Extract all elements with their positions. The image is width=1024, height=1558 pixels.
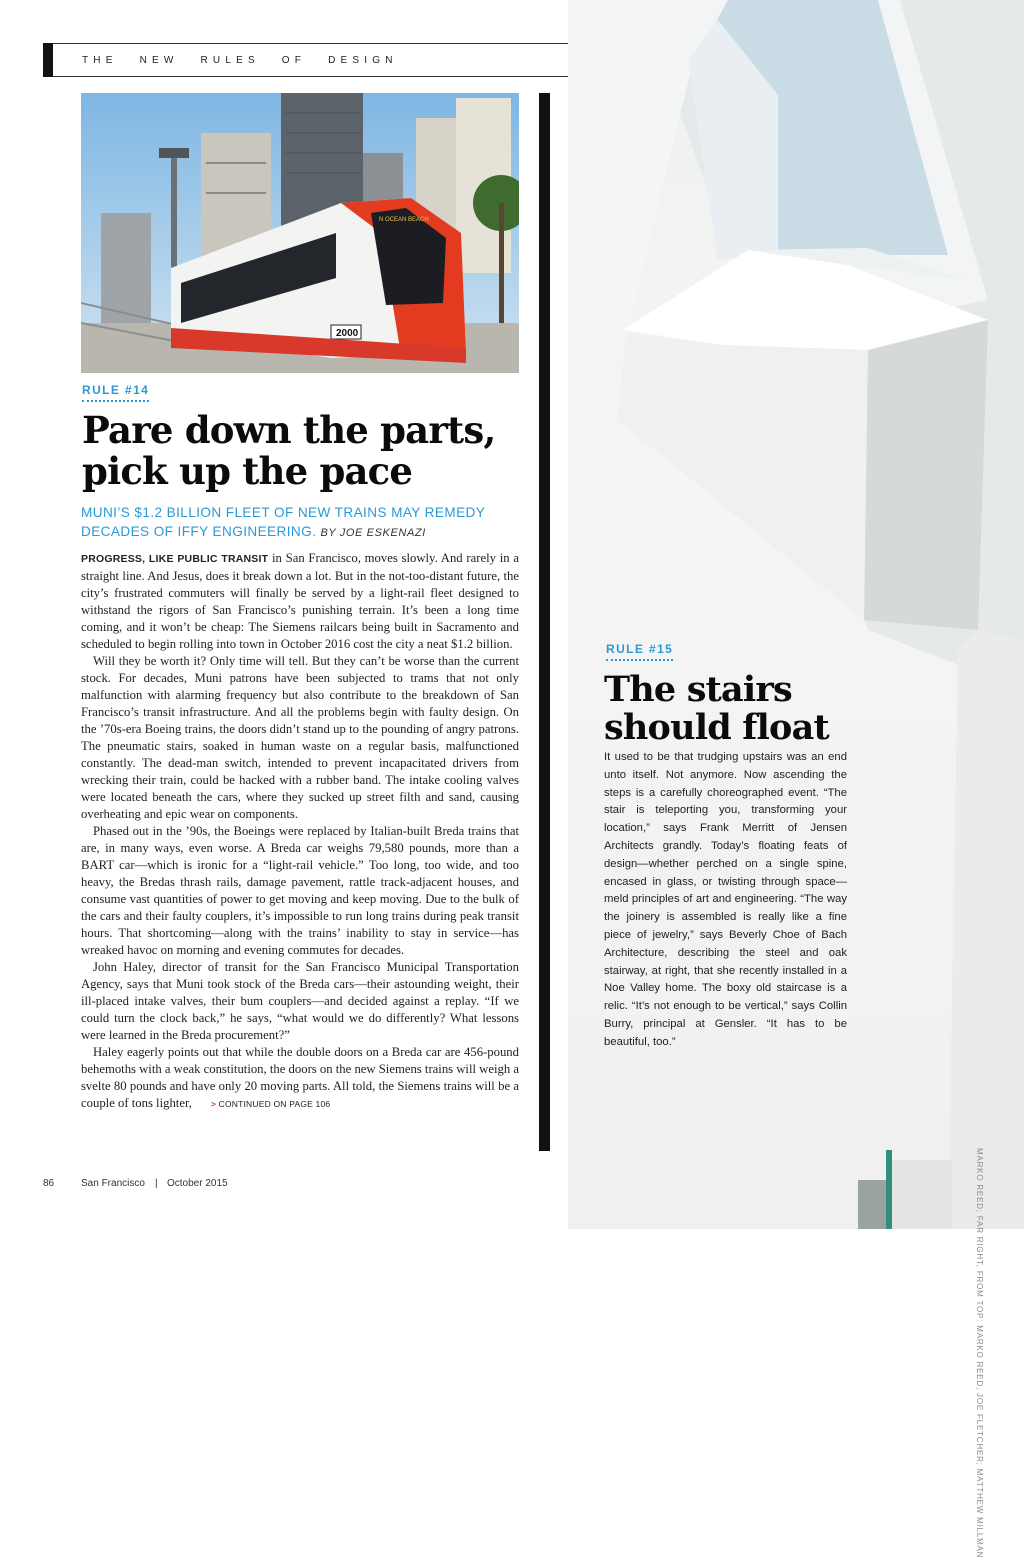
rule-14-dek	[81, 503, 521, 543]
issue-date: October 2015	[167, 1178, 228, 1189]
destination-sign: N OCEAN BEACH	[379, 217, 429, 223]
column-divider-bar	[539, 93, 550, 1151]
dek-text: MUNI’S $1.2 BILLION FLEET OF NEW TRAINS MAY REMEDY DECADES OF IFFY ENGINEERING.	[81, 505, 485, 539]
lead-in: PROGRESS, LIKE PUBLIC TRANSIT	[81, 553, 269, 565]
car-number: 2000	[336, 328, 359, 339]
continued-arrow-icon: >	[210, 1099, 217, 1109]
train-photo	[81, 93, 519, 373]
rule-14-headline: Pare down the parts, pick up the pace	[82, 408, 496, 493]
paragraph-5: Haley eagerly points out that while the double doors on a Breda car are 456-pound behemoths with a weak constitution, the doors on the new Siemens trains will weigh a svelte 80 pounds and have only 20 moving parts. All told, the Siemens trains will be a couple of tons lighter, > CONTINUED ON PAGE 106	[81, 1045, 519, 1110]
footer-separator: |	[155, 1178, 158, 1189]
train-photo-art	[81, 93, 519, 373]
magazine-name: San Francisco	[81, 1178, 145, 1189]
rule-15-label: RULE #15	[606, 642, 673, 661]
rule-15-headline: The stairs should float	[604, 669, 829, 748]
paragraph-3: Phased out in the ’90s, the Boeings were replaced by Italian-built Breda trains that are, in many ways, even worse. A Breda car weighs 79,580 pounds, more than a BART car—which is ironic for a “light-rail vehicle.” Too long, too wide, and too heavy, the Bredas thrash rails, damage pavement, rattle track-adjacent houses, and consume vast quantities of power to get moving and keep moving. Due to the bulk of the cars and their faulty couplers, it’s impossible to run long trains during peak transit hours. That shortcoming—along with the trains’ inability to stay in service—has wreaked havoc on morning and evening commutes for decades.	[81, 824, 519, 957]
header-bar	[43, 43, 53, 77]
rule-15-body: It used to be that trudging upstairs was an end unto itself. Not anymore. Now ascending the steps is a carefully choreographed event. “The stair is teleporting you, transforming your location,” says Frank Merritt of Jensen Architects grandly. Today’s floating feats of design—whether perched on a single spine, encased in glass, or twisting through space—meld principles of art and engineering. “The way the joinery is assembled is really like a fine piece of jewelry,” says Beverly Choe of Bach Architecture, describing the steel and oak stairway, at right, that she recently installed in a Noe Valley home. The boxy old staircase is a relic. “It’s not enough to be vertical,” says Collin Burry, principal at Gensler. “It has to be beautiful, too.”	[604, 751, 847, 1048]
page-number: 86	[43, 1178, 55, 1189]
section-header: THE NEW RULES OF DESIGN	[82, 55, 398, 66]
header-rule-bottom	[53, 76, 568, 77]
rule-14-label: RULE #14	[82, 383, 149, 402]
paragraph-1: PROGRESS, LIKE PUBLIC TRANSIT in San Francisco, moves slowly. And rarely in a straight line. And Jesus, does it break down a lot. But in the not-too-distant future, the city’s frustrated commuters will finally be served by a light-rail fleet designed to withstand the rigors of San Francisco’s punishing terrain. It’s been a long time coming, and it won’t be cheap: The Siemens railcars being built in Sacramento and scheduled to begin rolling into town in October 2016 cost the city a neat $1.2 billion.	[81, 551, 520, 651]
photo-credit: MARKO REED; FAR RIGHT, FROM TOP: MARKO REED, JOE FLETCHER; MATTHEW MILLMAN	[975, 1148, 984, 1558]
paragraph-4: John Haley, director of transit for the San Francisco Municipal Transportation Agency, says that Muni took stock of the Breda cars—their astounding weight, their ill-placed intake valves, their bum couplers—and decided against a replay. “If we could turn the clock back,” he says, “what would we do differently? What lessons were learned in the Breda procurement?”	[81, 960, 519, 1042]
byline: BY JOE ESKENAZI	[320, 527, 426, 539]
rule-14-body	[81, 550, 519, 1113]
continued-link[interactable]: > CONTINUED ON PAGE 106	[210, 1099, 331, 1109]
header-rule-top	[53, 43, 568, 44]
paragraph-2: Will they be worth it? Only time will tell. But they can’t be worse than the current stock. For decades, Muni patrons have been subjected to trams that not only malfunction with alarming frequency but also contribute to the breakdown of San Francisco’s transit infrastructure. And all the problems begin with faulty design. On the ’70s-era Boeing trains, the doors didn’t stand up to the pounding of angry patrons. The pneumatic stairs, soaked in human waste on a regular basis, malfunctioned constantly. The dead-man switch, intended to prevent incapacitated drivers from wrecking their train, could be hacked with a rubber band. The intake cooling valves were located beneath the cars, where they sucked up street filth and sand, causing overheating and epic wear on components.	[81, 654, 519, 821]
